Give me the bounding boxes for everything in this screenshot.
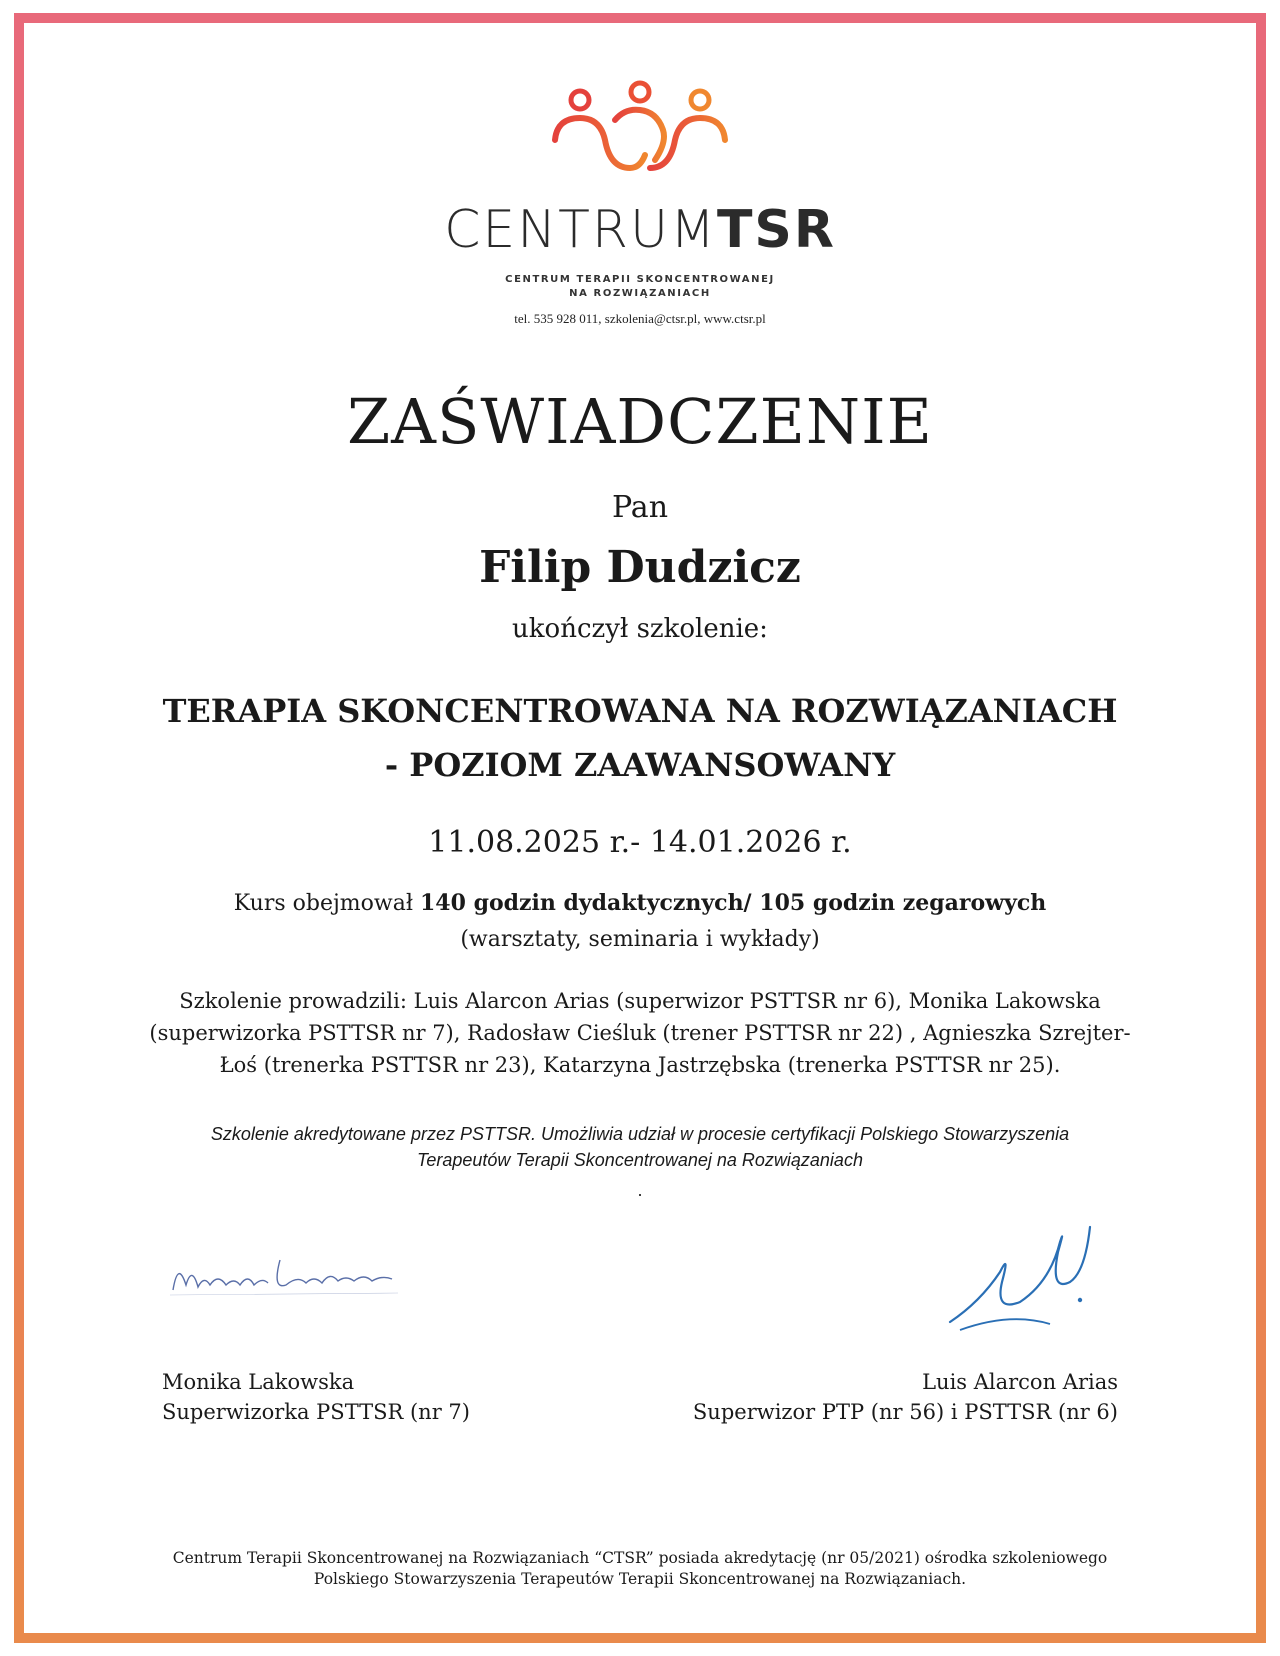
trainers-text: Szkolenie prowadzili: Luis Alarcon Arias (superwizor PSTTSR nr 6), Monika Lakowska (superwizorka PSTTSR nr 7), Radosław Cieśluk (trener PSTTSR nr 22) , Agnieszka Szrejter-Łoś (trenerka PSTTSR nr 23), Katarzyna Jastrzębska (trenerka PSTTSR nr 25).: [149, 989, 1131, 1077]
course-dates: 11.08.2025 r.- 14.01.2026 r.: [428, 825, 852, 860]
hours-detail: (warsztaty, seminaria i wykłady): [460, 927, 820, 952]
hours-bold: 140 godzin dydaktycznych/ 105 godzin zegarowych: [419, 890, 1047, 916]
hours-prefix: Kurs obejmował: [233, 891, 420, 916]
brand-subtitle: [0, 273, 1280, 301]
course-title-line1: TERAPIA SKONCENTROWANA NA ROZWIĄZANIACH: [162, 692, 1118, 730]
left-signer-name: Monika Lakowska: [162, 1370, 355, 1394]
footer-line2: Polskiego Stowarzyszenia Terapeutów Terapii Skoncentrowanej na Rozwiązaniach.: [313, 1570, 967, 1588]
brand-name-bold: TSR: [716, 200, 836, 260]
accreditation-line1: Szkolenie akredytowane przez PSTTSR. Umożliwia udział w procesie certyfikacji Polskiego Stowarzyszenia: [210, 1124, 1070, 1144]
right-signer: [693, 1367, 1118, 1427]
recipient-name: Filip Dudzicz: [479, 542, 801, 593]
completed-text: ukończył szkolenie:: [512, 614, 768, 644]
contact-info: tel. 535 928 011, szkolenia@ctsr.pl, www.ctsr.pl: [514, 311, 766, 326]
left-signer: [162, 1367, 470, 1427]
course-hours: [0, 890, 1280, 916]
right-signature-image: [940, 1212, 1100, 1342]
footer-line1: Centrum Terapii Skoncentrowanej na Rozwiązaniach “CTSR” posiada akredytację (nr 05/2021) ośrodka szkoleniowego: [172, 1549, 1108, 1567]
footer-note: [100, 1548, 1180, 1590]
trailing-dot: .: [637, 1180, 643, 1200]
brand-name-regular: CENTRUM: [444, 200, 717, 260]
salutation: Pan: [611, 490, 669, 525]
brand-subtitle-line1: CENTRUM TERAPII SKONCENTROWANEJ: [505, 274, 775, 285]
brand-subtitle-line2: NA ROZWIĄZANIACH: [569, 288, 711, 299]
left-signer-role: Superwizorka PSTTSR (nr 7): [162, 1400, 470, 1424]
certificate-title: ZAŚWIADCZENIE: [347, 385, 933, 458]
accreditation-note: [140, 1121, 1140, 1173]
right-signer-name: Luis Alarcon Arias: [922, 1370, 1118, 1394]
right-signer-role: Superwizor PTP (nr 56) i PSTTSR (nr 6): [692, 1400, 1118, 1424]
accreditation-line2: Terapeutów Terapii Skoncentrowanej na Rozwiązaniach: [417, 1150, 863, 1170]
three-people-logo-icon: [545, 80, 735, 180]
course-title-line2: - POZIOM ZAAWANSOWANY: [384, 746, 896, 784]
brand-wordmark: [0, 200, 1280, 260]
left-signature-image: [168, 1245, 408, 1305]
